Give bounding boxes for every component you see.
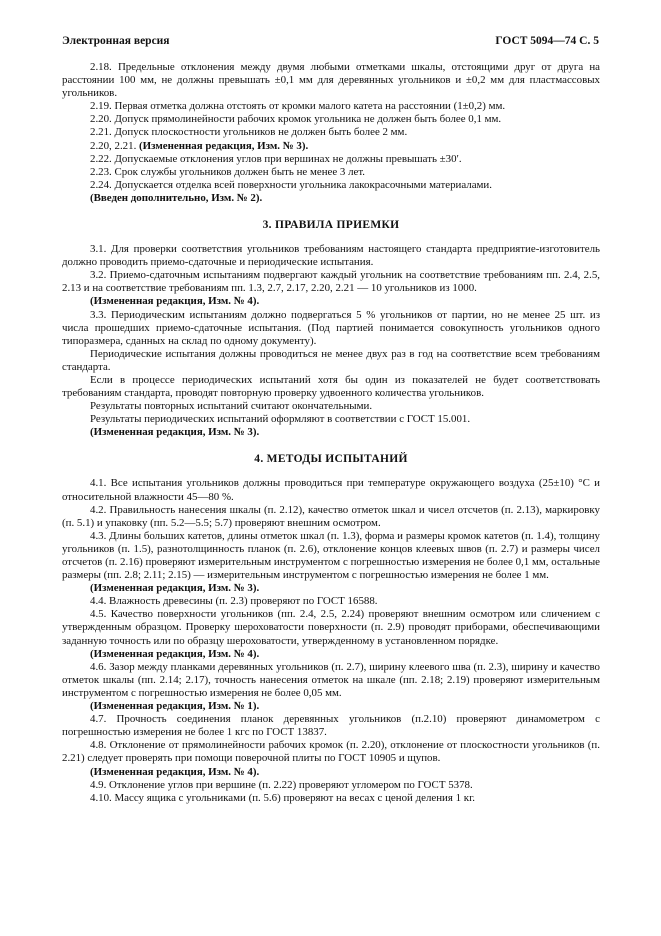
paragraph: 4.9. Отклонение углов при вершине (п. 2.22) проверяют угломером по ГОСТ 5378. — [90, 778, 473, 791]
amendment-note: (Измененная редакция, Изм. № 4). — [90, 647, 260, 660]
paragraph-with-amendment — [62, 140, 600, 153]
paragraph: 2.19. Первая отметка должна отстоять от кромки малого катета на расстоянии (1±0,2) мм. — [90, 100, 506, 113]
paragraph: Периодические испытания должны проводиться не менее двух раз в год на соответствие всем требованиям стандарта. — [62, 347, 600, 373]
paragraph: 4.8. Отклонение от прямолинейности рабочих кромок (п. 2.20), отклонение от плоскостности угольников (п. 2.21) следует проверять при помощи поверочной плиты по ГОСТ 10905 и щупов. — [62, 739, 600, 765]
paragraph: 2.21. Допуск плоскостности угольников не должен быть более 2 мм. — [90, 126, 408, 139]
amendment-note: (Измененная редакция, Изм. № 1). — [90, 700, 260, 713]
paragraph: 4.5. Качество поверхности угольников (пп. 2.4, 2.5, 2.24) проверяют внешним осмотром или сличением с утвержденным образцом. Проверку шероховатости поверхности (п. 2.9) проводят приборами, обеспечивающими заданную точность или по образцу шероховатости, утвержденному в установленном порядке. — [62, 608, 600, 647]
paragraph: 2.20. Допуск прямолинейности рабочих кромок угольника не должен быть более 0,1 мм. — [90, 113, 502, 126]
section-heading: 3. ПРАВИЛА ПРИЕМКИ — [262, 219, 400, 232]
amendment-note: (Измененная редакция, Изм. № 3). — [139, 139, 309, 152]
paragraph: 4.2. Правильность нанесения шкалы (п. 2.12), качество отметок шкал и чисел отсчетов (п. 2.13), маркировку (п. 5.1) и упаковку (пп. 5.2—5.5; 5.7) проверяют внешним осмотром. — [62, 503, 600, 529]
amendment-note: (Измененная редакция, Изм. № 3). — [90, 426, 260, 439]
section-heading: 4. МЕТОДЫ ИСПЫТАНИЙ — [254, 453, 408, 466]
paragraph: 2.22. Допускаемые отклонения углов при вершинах не должны превышать ±30′. — [90, 152, 462, 165]
paragraph: 3.3. Периодическим испытаниям должно подвергаться 5 % угольников от партии, но не менее 25 шт. из числа прошедших приемо-сдаточные испытания. (Под партией понимается совокупность угольников одного типоразмера, сданных на склад по одному документу). — [62, 308, 600, 347]
paragraph: 4.1. Все испытания угольников должны проводиться при температуре окружающего воздуха (25±10) °С и относительной влажности 45—80 %. — [62, 477, 600, 503]
paragraph: 4.3. Длины больших катетов, длины отметок шкал (п. 1.3), форма и размеры кромок катетов (п. 1.4), толщину угольников (п. 1.5), разнотолщинность планок (п. 2.6), отклонение концов клеевых швов (п. 2.7) и размеры чисел отсчетов (п. 2.16) проверяют измерительным инструментом с погрешностью измерения не более 0,1 мм, остальные размеры (пп. 2.8; 2.11; 2.15) — измерительным инструментом с погрешностью измерения не более 1 мм. — [62, 529, 600, 582]
paragraph: Если в процессе периодических испытаний хотя бы один из показателей не будет соответствовать требованиям стандарта, проводят повторную проверку удвоенного количества угольников. — [62, 373, 600, 400]
paragraph: 4.6. Зазор между планками деревянных угольников (п. 2.7), ширину клеевого шва (п. 2.3), ширину и качество отметок шкалы (пп. 2.14; 2.17), точность нанесения отметок на шкале (пп. 2.18; 2.19) проверяют измерительным инструментом с погрешностью измерения не более 0,05 мм. — [62, 660, 600, 699]
document-body — [62, 61, 600, 805]
paragraph: 3.2. Приемо-сдаточным испытаниям подвергают каждый угольник на соответствие требованиям пп. 2.4, 2.5, 2.13 и на соответствие требованиям пп. 1.3, 2.7, 2.17, 2.20, 2.21 — 10 угольников из 1000. — [62, 269, 600, 295]
amendment-note: (Введен дополнительно, Изм. № 2). — [90, 191, 263, 204]
clause-numbers: 2.20, 2.21. — [90, 139, 137, 152]
amendment-note: (Измененная редакция, Изм. № 4). — [90, 765, 260, 778]
amendment-note: (Измененная редакция, Изм. № 4). — [90, 295, 260, 308]
paragraph: 2.24. Допускается отделка всей поверхности угольника лакокрасочными материалами. — [90, 178, 492, 191]
paragraph: 2.23. Срок службы угольников должен быть не менее 3 лет. — [90, 165, 366, 178]
header-standard-page: ГОСТ 5094—74 С. 5 — [495, 35, 599, 47]
paragraph: 2.18. Предельные отклонения между двумя любыми отметками шкалы, отстоящими друг от друга на расстоянии 100 мм, не должны превышать ±0,1 мм для деревянных угольников и ±0,2 мм для пластмассовых угольников. — [62, 61, 600, 100]
page-header — [62, 34, 599, 48]
paragraph: 4.7. Прочность соединения планок деревянных угольников (п.2.10) проверяют динамометром с погрешностью измерения не более 1 кгс по ГОСТ 13837. — [62, 713, 600, 739]
header-edition-label: Электронная версия — [62, 35, 170, 47]
paragraph: Результаты повторных испытаний считают окончательными. — [90, 400, 373, 413]
paragraph: 4.4. Влажность древесины (п. 2.3) проверяют по ГОСТ 16588. — [90, 595, 378, 608]
paragraph: 4.10. Массу ящика с угольниками (п. 5.6) проверяют на весах с ценой деления 1 кг. — [90, 791, 476, 804]
paragraph: 3.1. Для проверки соответствия угольников требованиям настоящего стандарта предприятие-изготовитель должно проводить приемо-сдаточные и периодические испытания. — [62, 243, 600, 269]
paragraph: Результаты периодических испытаний оформляют в соответствии с ГОСТ 15.001. — [90, 413, 471, 426]
amendment-note: (Измененная редакция, Изм. № 3). — [90, 582, 260, 595]
